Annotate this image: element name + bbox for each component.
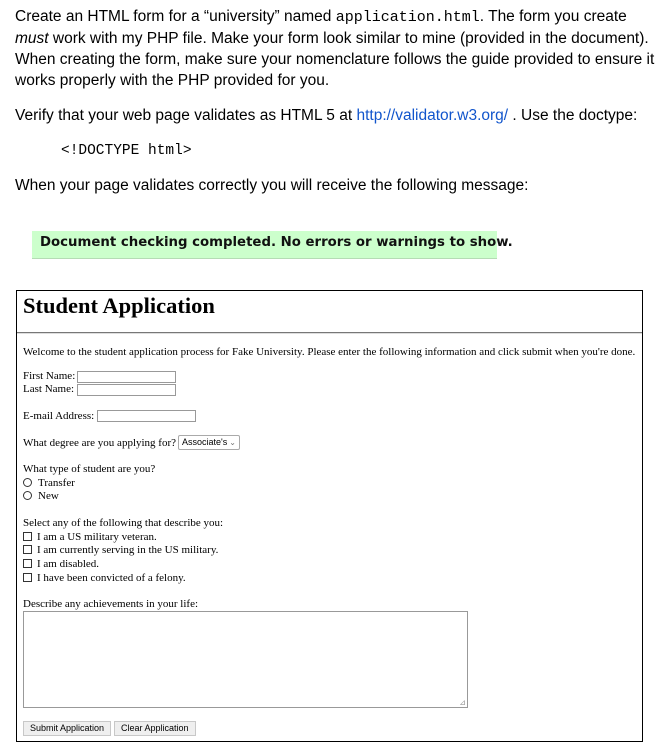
validator-link[interactable]: http://validator.w3.org/ bbox=[356, 107, 509, 124]
describe-prompt: Select any of the following that describe you: bbox=[23, 517, 224, 529]
intro-text-1: Create an HTML form for a “university” named bbox=[15, 8, 336, 25]
welcome-text: Welcome to the student application process for Fake University. Please enter the following information and click submit when you're done. bbox=[23, 346, 636, 358]
checkbox-serving[interactable] bbox=[23, 544, 218, 557]
title-divider bbox=[17, 332, 642, 334]
radio-transfer-label: Transfer bbox=[38, 477, 75, 489]
validate-text: Verify that your web page validates as HTML 5 at bbox=[15, 107, 357, 124]
intro-text-3: work with my PHP file. Make your form look similar to mine (provided in the document). When creating the form, make sure your nomenclature follows the guide provided to ensure it works properly with the PHP provided for you. bbox=[15, 30, 655, 89]
checkbox-felony-label: I have been convicted of a felony. bbox=[37, 572, 186, 584]
intro-text-2: . The form you create bbox=[479, 8, 627, 25]
filename-code: application.html bbox=[335, 9, 480, 26]
first-name-input[interactable] bbox=[77, 371, 176, 383]
must-emphasis: must bbox=[15, 30, 49, 47]
checkbox-veteran[interactable] bbox=[23, 531, 157, 544]
checkbox-felony[interactable] bbox=[23, 572, 186, 585]
instructions-paragraph-2 bbox=[15, 107, 637, 125]
form-title: Student Application bbox=[23, 293, 215, 318]
email-label: E-mail Address: bbox=[23, 410, 95, 422]
student-type-question: What type of student are you? bbox=[23, 463, 156, 475]
resize-grip-icon[interactable]: ⊿ bbox=[459, 698, 466, 707]
checkbox-icon[interactable] bbox=[23, 532, 32, 541]
last-name-input[interactable] bbox=[77, 384, 176, 396]
degree-question: What degree are you applying for? bbox=[23, 437, 177, 449]
achievements-label: Describe any achievements in your life: bbox=[23, 598, 199, 610]
validation-success-message: Document checking completed. No errors or warnings to show. bbox=[32, 231, 497, 259]
radio-circle-icon[interactable] bbox=[23, 478, 32, 487]
form-screenshot bbox=[16, 290, 643, 742]
last-name-label: Last Name: bbox=[23, 383, 75, 395]
radio-new-label: New bbox=[38, 490, 59, 502]
degree-select[interactable] bbox=[178, 435, 240, 450]
email-input[interactable] bbox=[97, 410, 196, 422]
checkbox-veteran-label: I am a US military veteran. bbox=[37, 531, 157, 543]
doctype-text: . Use the doctype: bbox=[508, 107, 638, 124]
checkbox-icon[interactable] bbox=[23, 545, 32, 554]
first-name-label: First Name: bbox=[23, 370, 76, 382]
instructions-paragraph-1 bbox=[15, 6, 655, 91]
doctype-code: <!DOCTYPE html> bbox=[61, 143, 192, 159]
chevron-down-icon: ⌄ bbox=[229, 438, 236, 447]
degree-selected-value: Associate's bbox=[182, 437, 228, 447]
radio-transfer[interactable] bbox=[23, 477, 75, 490]
checkbox-icon[interactable] bbox=[23, 573, 32, 582]
checkbox-icon[interactable] bbox=[23, 559, 32, 568]
instructions-paragraph-3: When your page validates correctly you will receive the following message: bbox=[15, 177, 529, 194]
clear-application-button[interactable]: Clear Application bbox=[114, 721, 196, 736]
radio-circle-icon[interactable] bbox=[23, 491, 32, 500]
checkbox-disabled-label: I am disabled. bbox=[37, 558, 100, 570]
achievements-textarea[interactable] bbox=[23, 611, 468, 708]
checkbox-serving-label: I am currently serving in the US military. bbox=[37, 544, 219, 556]
radio-new[interactable] bbox=[23, 490, 59, 503]
submit-application-button[interactable]: Submit Application bbox=[23, 721, 111, 736]
checkbox-disabled[interactable] bbox=[23, 558, 99, 571]
